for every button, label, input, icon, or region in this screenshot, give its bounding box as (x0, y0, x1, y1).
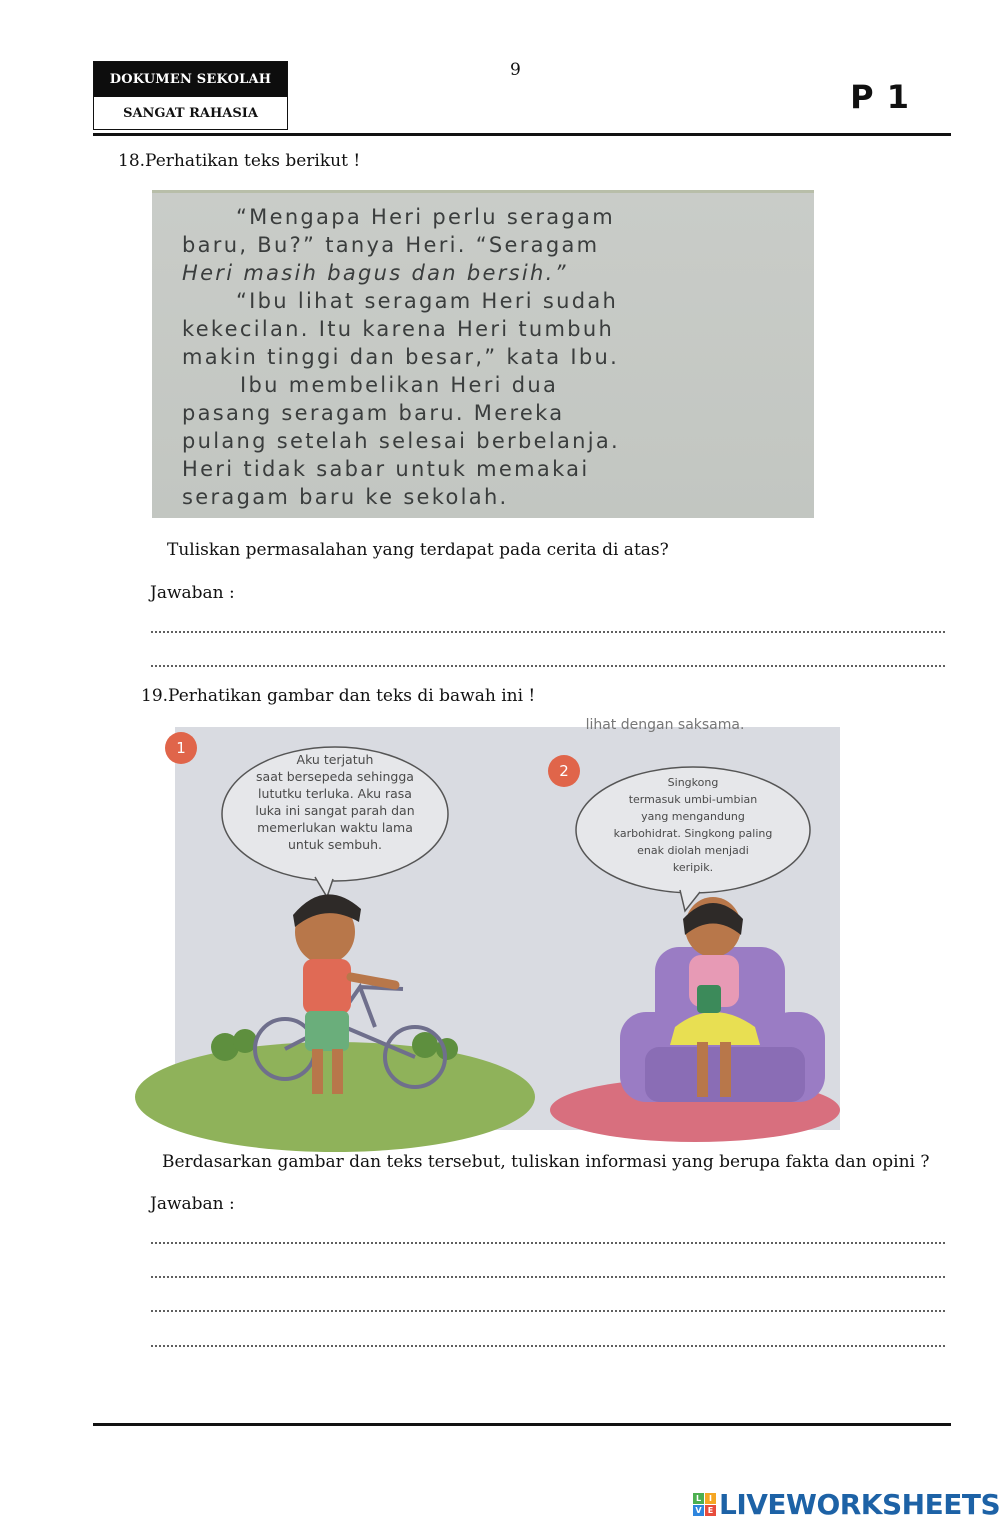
bubble-line: memerlukan waktu lama (257, 820, 413, 835)
passage-line: baru, Bu?” tanya Heri. “Seragam (182, 233, 600, 257)
document-stamp (93, 61, 288, 130)
answer-label: Jawaban : (150, 1194, 235, 1214)
bubble-line: lututku terluka. Aku rasa (258, 786, 412, 801)
liveworksheets-logo (693, 1488, 1000, 1521)
bubble-line: keripik. (672, 861, 714, 874)
answer-line[interactable] (150, 665, 947, 667)
question-18-text: Tuliskan permasalahan yang terdapat pada cerita di atas? (167, 540, 669, 560)
passage-line: pasang seragam baru. Mereka (182, 401, 565, 425)
logo-icon (693, 1493, 716, 1516)
page-number: 9 (510, 60, 521, 80)
panel-1-number: 1 (165, 732, 197, 764)
question-19-prompt: 19.Perhatikan gambar dan teks di bawah ini ! (141, 686, 536, 706)
passage-line: Heri tidak sabar untuk memakai (182, 457, 590, 481)
panel-2-number: 2 (548, 755, 580, 787)
passage-line: “Ibu lihat seragam Heri sudah (236, 289, 619, 313)
answer-line[interactable] (150, 1276, 947, 1278)
passage-line: kekecilan. Itu karena Heri tumbuh (182, 317, 615, 341)
passage-line: pulang setelah selesai berbelanja. (182, 429, 621, 453)
answer-line[interactable] (150, 631, 947, 633)
story-text-photo (152, 190, 814, 518)
speech-bubble-1-text (235, 751, 435, 853)
footer-rule (93, 1423, 951, 1426)
passage-line: Ibu membelikan Heri dua (240, 373, 559, 397)
bubble-line: yang mengandung (641, 810, 745, 823)
header-rule (93, 133, 951, 136)
answer-line[interactable] (150, 1345, 947, 1347)
bubble-line: termasuk umbi-umbian (628, 793, 758, 806)
stamp-subtitle: SANGAT RAHASIA (123, 105, 258, 121)
illustration-caption: lihat dengan saksama. (585, 717, 745, 733)
logo-letter: E (705, 1505, 716, 1516)
answer-line[interactable] (150, 1310, 947, 1312)
bubble-line: saat bersepeda sehingga (256, 769, 414, 784)
question-18-prompt: 18.Perhatikan teks berikut ! (118, 151, 361, 171)
bubble-line: Aku terjatuh (296, 752, 374, 767)
bubble-line: luka ini sangat parah dan (255, 803, 415, 818)
speech-bubble-2-text (588, 774, 798, 876)
answer-label: Jawaban : (150, 583, 235, 603)
passage-line: seragam baru ke sekolah. (182, 485, 509, 509)
logo-text: LIVEWORKSHEETS (719, 1488, 1000, 1521)
logo-letter: I (705, 1493, 716, 1504)
passage-line: Heri masih bagus dan bersih.” (182, 261, 568, 285)
fact-opinion-illustration (175, 717, 840, 1130)
logo-letter: L (693, 1493, 704, 1504)
bubble-line: Singkong (667, 776, 719, 789)
bubble-line: karbohidrat. Singkong paling (613, 827, 773, 840)
stamp-title: DOKUMEN SEKOLAH (94, 62, 287, 97)
logo-letter: V (693, 1505, 704, 1516)
question-19-text: Berdasarkan gambar dan teks tersebut, tuliskan informasi yang berupa fakta dan opini ? (162, 1152, 930, 1172)
answer-line[interactable] (150, 1242, 947, 1244)
passage-line: makin tinggi dan besar,” kata Ibu. (182, 345, 620, 369)
passage-line: “Mengapa Heri perlu seragam (236, 205, 615, 229)
bubble-line: enak diolah menjadi (637, 844, 749, 857)
bubble-line: untuk sembuh. (287, 837, 382, 852)
paper-code: P 1 (850, 78, 910, 116)
